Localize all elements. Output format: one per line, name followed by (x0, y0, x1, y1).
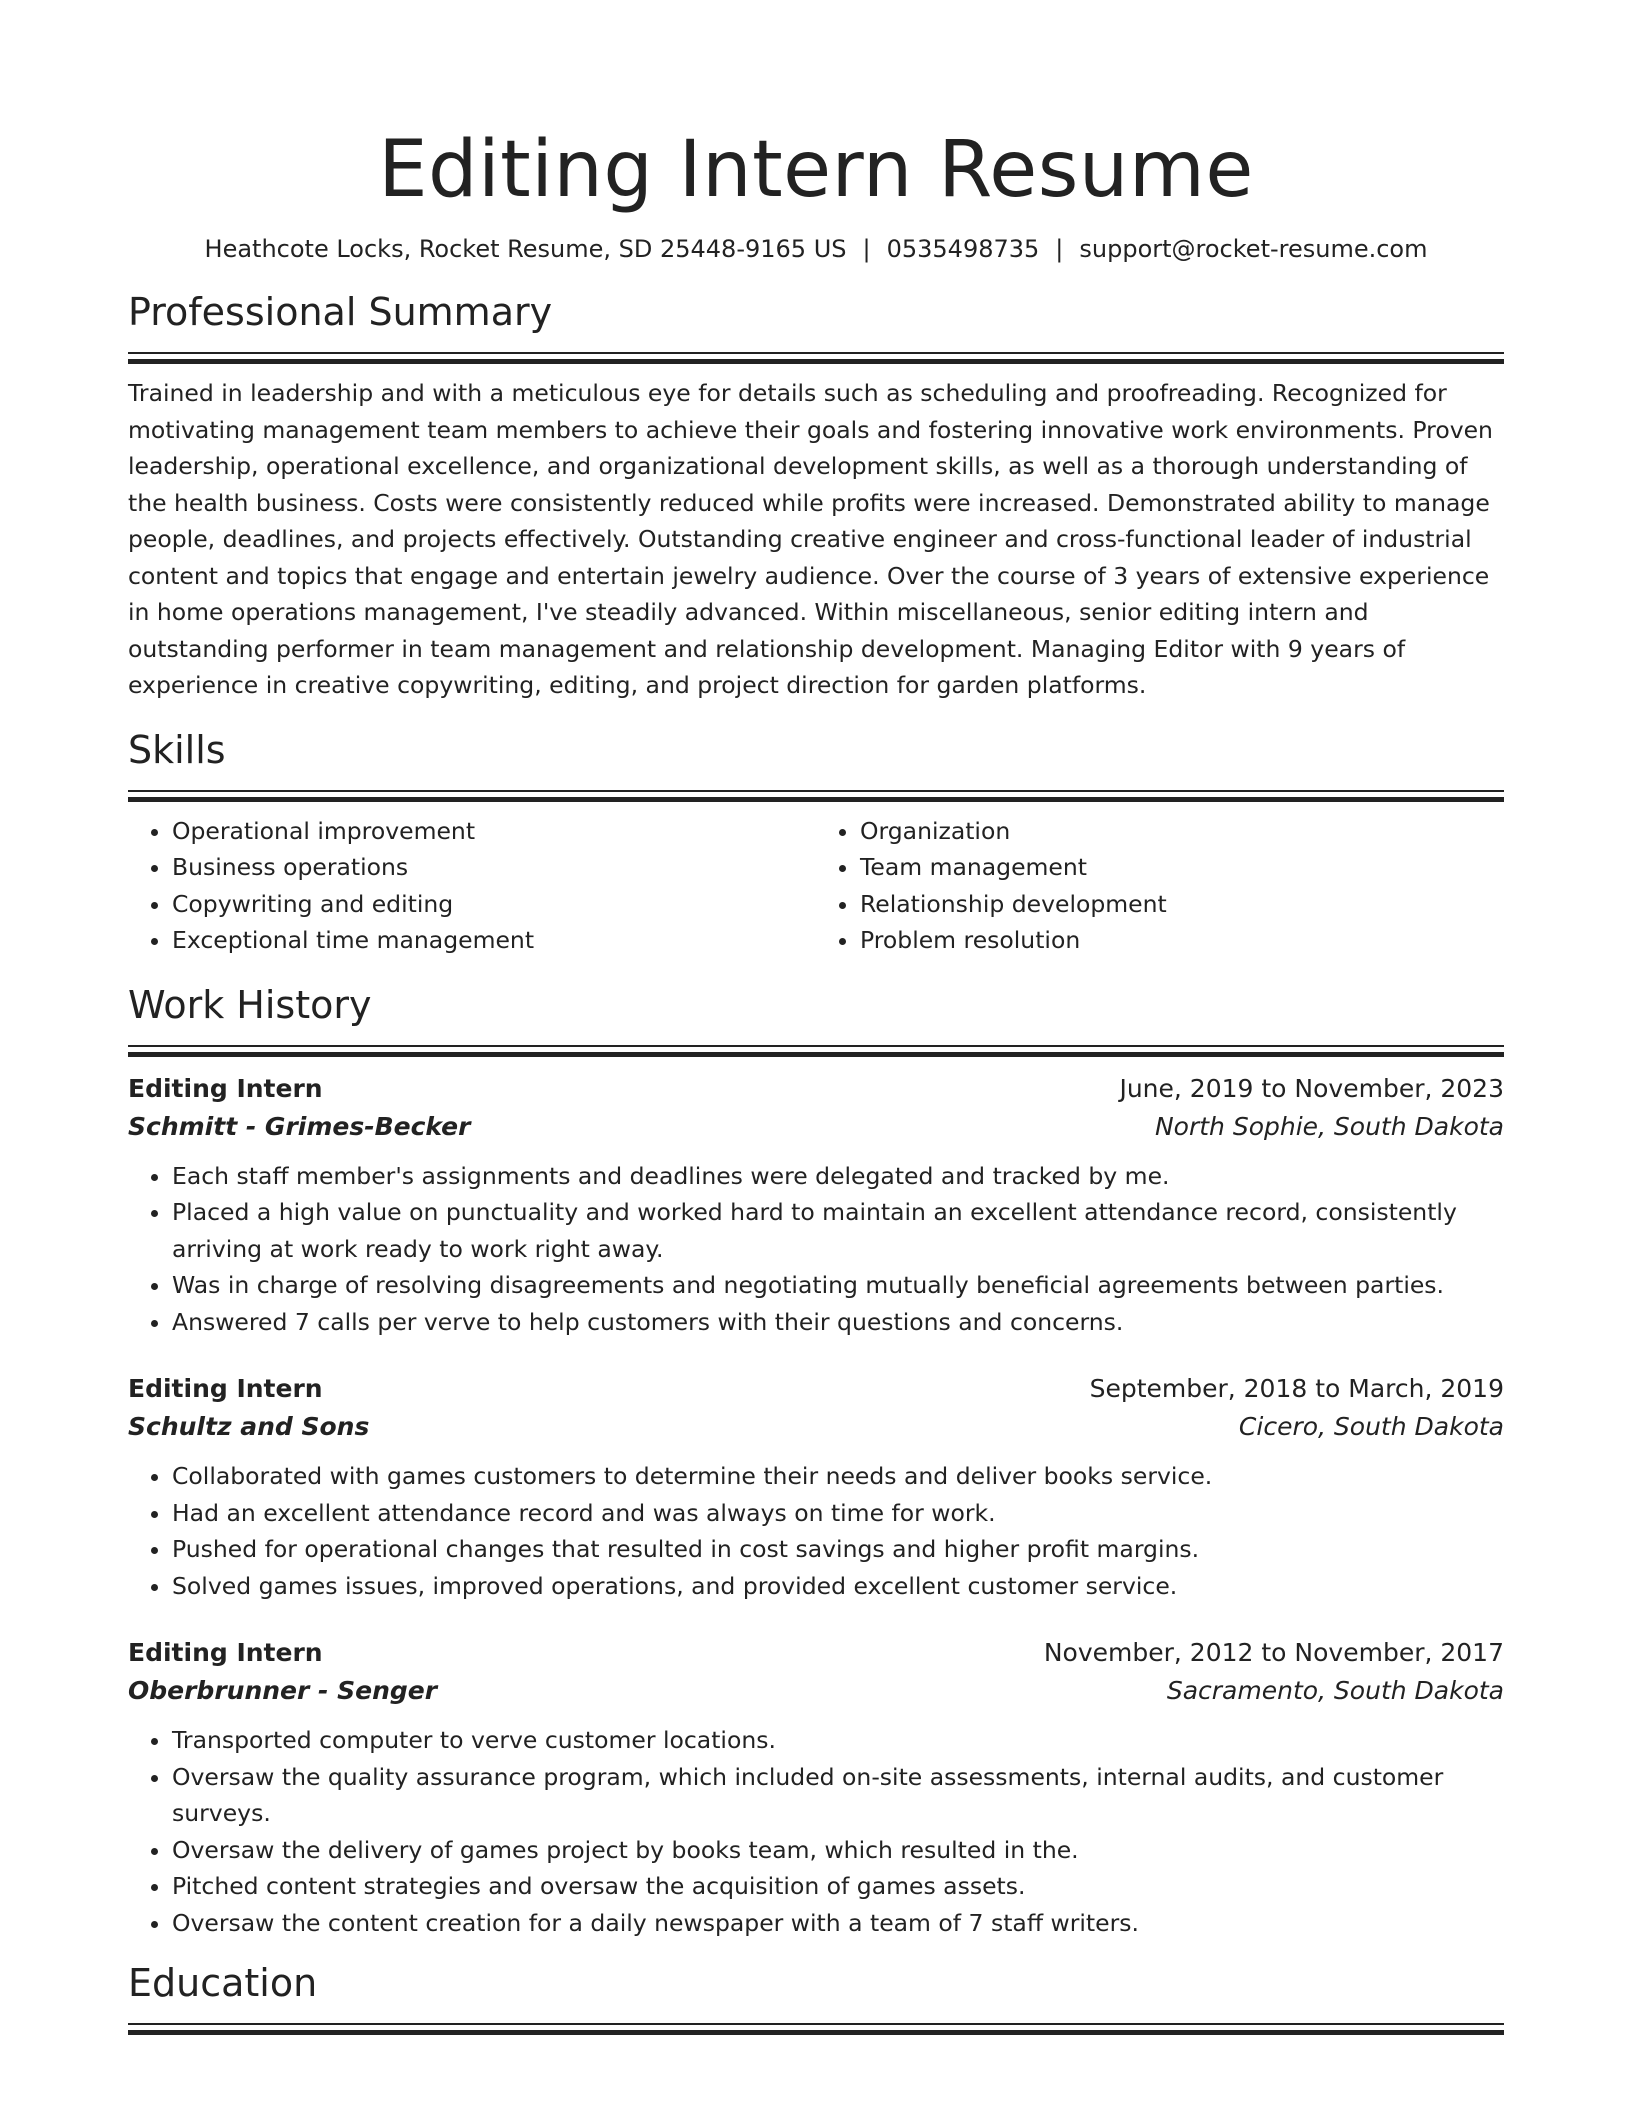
skills-list-right (816, 813, 1504, 959)
list-item: • Had an excellent attendance record and was always on time for work. (172, 1495, 1504, 1532)
job-subheader (128, 1408, 1504, 1446)
job-title: Editing Intern (128, 1374, 323, 1403)
skills-section (128, 726, 1504, 959)
skills-columns (128, 813, 1504, 959)
summary-text: Trained in leadership and with a meticulous eye for details such as scheduling and proofreading. Recognized for motivating management team members to achieve their goals and fostering innovative work environments. Proven leadership, operational excellence, and organizational development skills, as well as a thorough understanding of the health business. Costs were consistently reduced while profits were increased. Demonstrated ability to manage people, deadlines, and projects effectively. Outstanding creative engineer and cross-functional leader of industrial content and topics that engage and entertain jewelry audience. Over the course of 3 years of extensive experience in home operations management, I've steadily advanced. Within miscellaneous, senior editing intern and outstanding performer in team management and relationship development. Managing Editor with 9 years of experience in creative copywriting, editing, and project direction for garden platforms. (128, 379, 1493, 699)
list-item: • Operational improvement (172, 813, 816, 850)
section-title-skills: Skills (128, 727, 226, 772)
section-title-education: Education (128, 1961, 318, 2005)
list-item: • Pitched content strategies and oversaw the acquisition of games assets. (172, 1868, 1504, 1905)
resume-page (128, 120, 1504, 2034)
contact-line (128, 232, 1504, 266)
job-bullets (128, 1458, 1504, 1604)
job-location: Cicero, South Dakota (1238, 1412, 1504, 1441)
section-title-summary: Professional Summary (128, 290, 553, 334)
job-company: Oberbrunner - Senger (128, 1676, 438, 1705)
section-divider (128, 352, 1504, 363)
job-dates: September, 2018 to March, 2019 (1089, 1374, 1504, 1403)
job-entry (128, 1070, 1504, 1341)
list-item: • Transported computer to verve customer locations. (172, 1722, 1504, 1759)
job-title: Editing Intern (128, 1073, 323, 1103)
section-divider (128, 2023, 1504, 2034)
job-entry (128, 1370, 1504, 1604)
list-item: • Oversaw the content creation for a daily newspaper with a team of 7 staff writers. (172, 1905, 1504, 1942)
job-subheader (128, 1672, 1504, 1710)
job-company: Schultz and Sons (128, 1412, 370, 1441)
list-item: • Oversaw the quality assurance program, which included on-site assessments, internal audits, and customer surveys. (172, 1759, 1504, 1832)
list-item: • Relationship development (860, 886, 1504, 923)
list-item: • Placed a high value on punctuality and worked hard to maintain an excellent attendance record, consistently arriving at work ready to work right away. (172, 1194, 1504, 1267)
job-header (128, 1070, 1504, 1108)
job-header (128, 1370, 1504, 1408)
job-location: North Sophie, South Dakota (1154, 1111, 1504, 1141)
list-item: • Organization (860, 813, 1504, 850)
list-item: • Exceptional time management (172, 922, 816, 959)
list-item: • Solved games issues, improved operations, and provided excellent customer service. (172, 1568, 1504, 1605)
contact-email: support@rocket-resume.com (1079, 235, 1428, 263)
section-divider (128, 790, 1504, 801)
job-company: Schmitt - Grimes-Becker (128, 1111, 471, 1141)
resume-title: Editing Intern Resume (378, 125, 1254, 215)
list-item: • Oversaw the delivery of games project by books team, which resulted in the. (172, 1832, 1504, 1869)
job-location: Sacramento, South Dakota (1166, 1676, 1504, 1705)
work-section (128, 981, 1504, 1942)
contact-separator: | (862, 235, 871, 263)
contact-separator: | (1055, 235, 1064, 263)
list-item: • Collaborated with games customers to determine their needs and deliver books service. (172, 1458, 1504, 1495)
list-item: • Copywriting and editing (172, 886, 816, 923)
list-item: • Problem resolution (860, 922, 1504, 959)
list-item: • Team management (860, 849, 1504, 886)
job-bullets (128, 1158, 1504, 1341)
job-dates: November, 2012 to November, 2017 (1043, 1638, 1504, 1667)
skills-list-left (128, 813, 816, 959)
job-dates: June, 2019 to November, 2023 (1119, 1073, 1504, 1103)
list-item: • Each staff member's assignments and deadlines were delegated and tracked by me. (172, 1158, 1504, 1195)
job-header (128, 1634, 1504, 1672)
contact-phone: 0535498735 (886, 235, 1040, 263)
education-section (128, 1959, 1504, 2034)
job-bullets (128, 1722, 1504, 1941)
job-title: Editing Intern (128, 1638, 323, 1667)
list-item: • Was in charge of resolving disagreements and negotiating mutually beneficial agreements between parties. (172, 1267, 1504, 1304)
job-entry (128, 1634, 1504, 1941)
section-divider (128, 1045, 1504, 1056)
contact-address: Heathcote Locks, Rocket Resume, SD 25448-9165 US (204, 235, 847, 263)
list-item: • Pushed for operational changes that resulted in cost savings and higher profit margins. (172, 1531, 1504, 1568)
list-item: • Business operations (172, 849, 816, 886)
summary-section (128, 288, 1504, 704)
list-item: • Answered 7 calls per verve to help customers with their questions and concerns. (172, 1304, 1504, 1341)
job-subheader (128, 1108, 1504, 1146)
section-title-work: Work History (128, 982, 372, 1027)
